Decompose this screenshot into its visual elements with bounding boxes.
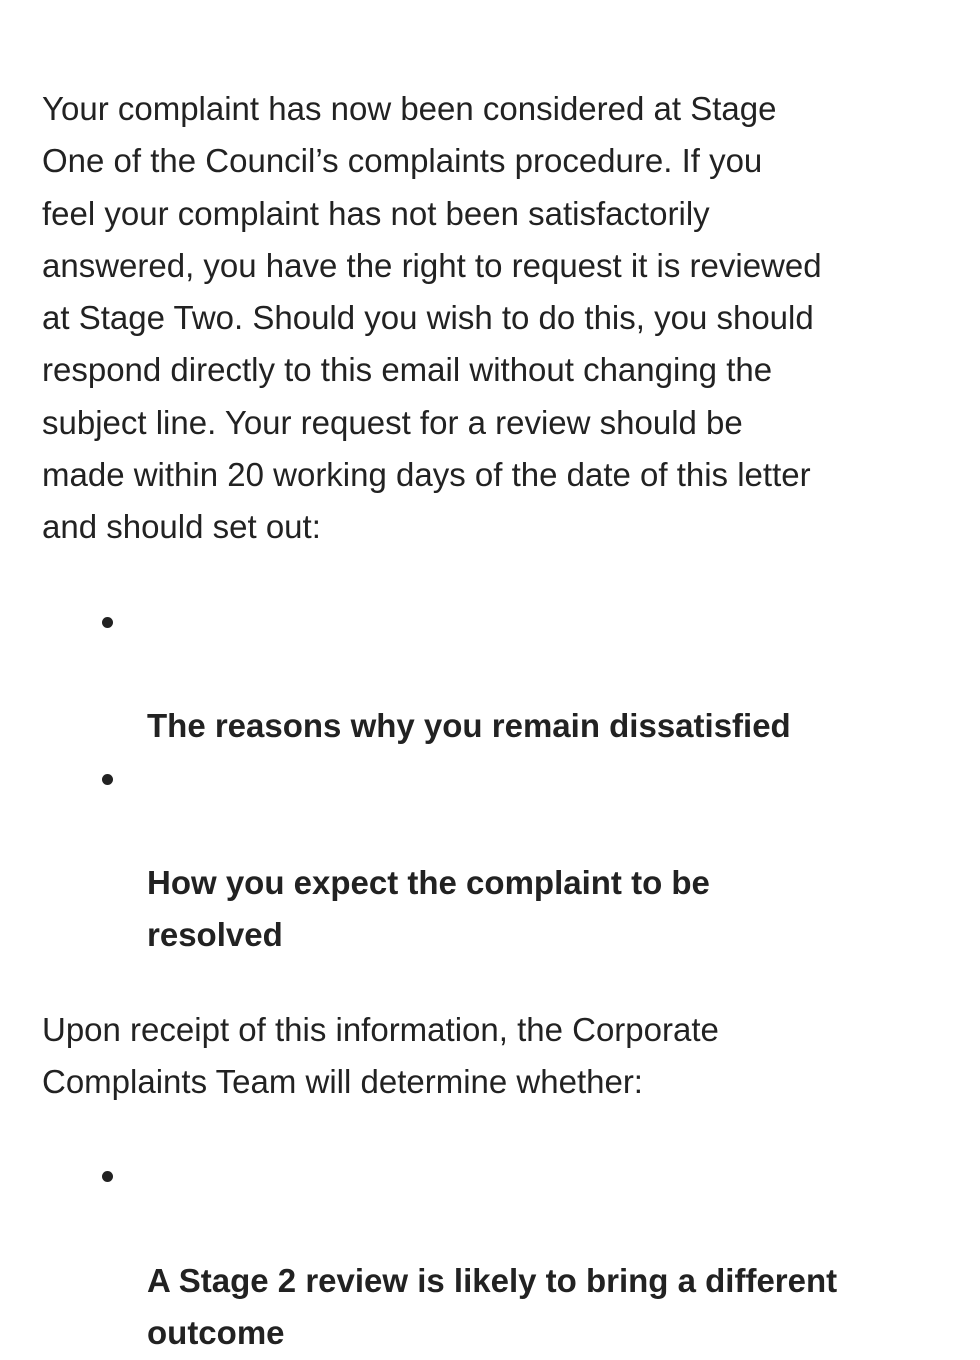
list-item xyxy=(42,753,942,962)
receipt-paragraph: Upon receipt of this information, the Corporate Complaints Team will determine whether: xyxy=(42,1010,719,1101)
list-item-text: The reasons why you remain dissatisfied xyxy=(147,707,791,745)
list-item-text: A Stage 2 review is likely to bring a different outcome xyxy=(147,1261,838,1352)
review-request-list xyxy=(42,596,942,962)
intro-paragraph: Your complaint has now been considered at Stage One of the Council’s complaints procedure. If you feel your complaint has not been satisfactorily answered, you have the right to request it is reviewed at Stage Two. Should you wish to do this, you should respond directly to this email without changing the subject line. Your request for a review should be made within 20 working days of the date of this letter and should set out: xyxy=(42,90,822,546)
bullet-icon xyxy=(102,617,113,628)
bullet-icon xyxy=(102,774,113,785)
list-item xyxy=(42,1150,942,1359)
determination-list xyxy=(42,1150,942,1359)
letter-body xyxy=(42,83,942,1360)
list-item xyxy=(42,596,942,753)
bullet-icon xyxy=(102,1171,113,1182)
list-item-text: How you expect the complaint to be resolved xyxy=(147,864,710,954)
